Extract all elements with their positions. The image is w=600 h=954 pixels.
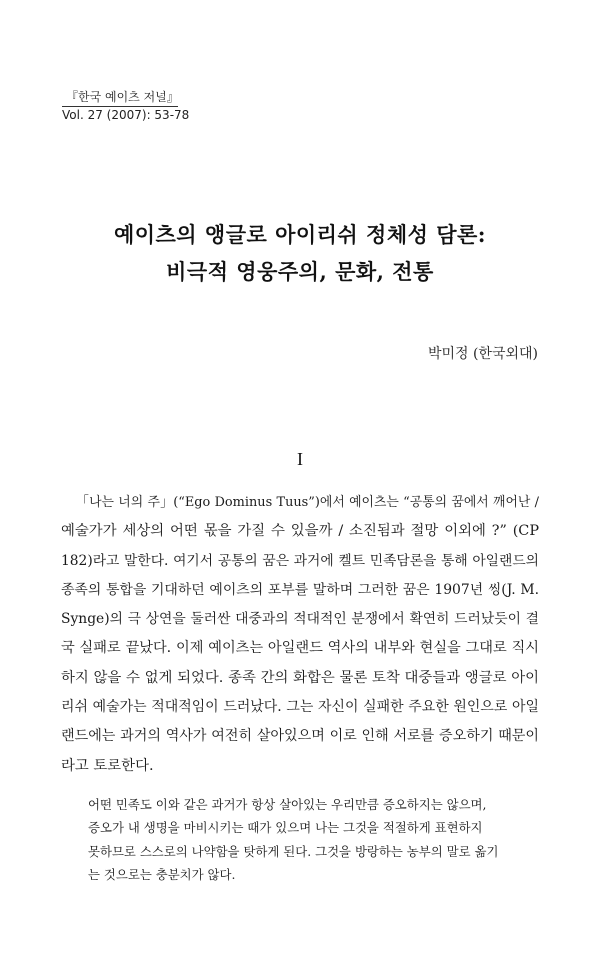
article-title-line-2: 비극적 영웅주의, 문화, 전통 [166, 259, 434, 284]
body-line: 리쉬 예술가는 적대적임이 드러났다. 그는 자신이 실패한 주요한 원인으로 아일 [61, 699, 539, 716]
block-quote [88, 793, 526, 886]
body-line: 랜드에는 과거의 역사가 여전히 살아있으며 이로 인해 서로를 증오하기 때문이 [61, 728, 539, 745]
author-byline: 박미정 (한국외대) [427, 346, 538, 362]
body-line: 하지 않을 수 없게 되었다. 종족 간의 화합은 물론 토착 대중들과 앵글로 아이 [61, 669, 539, 686]
quote-line: 못하므로 스스로의 나약함을 탓하게 된다. 그것을 방랑하는 농부의 말로 옮기 [88, 843, 499, 859]
body-line: 예술가가 세상의 어떤 몫을 가질 수 있을까 / 소진됨과 절망 이외에 ?” (CP [61, 523, 539, 540]
journal-header [62, 90, 190, 123]
journal-name: 『한국 예이츠 저널』 [66, 90, 179, 104]
body-line: 라고 토로한다. [61, 757, 154, 774]
journal-volume: Vol. 27 (2007): 53-78 [62, 108, 190, 122]
body-paragraph [61, 488, 539, 781]
body-line: 종족의 통합을 기대하던 예이츠의 포부를 말하며 그러한 꿈은 1907년 씽(J. M. [61, 581, 539, 598]
quote-line: 증오가 내 생명을 마비시키는 때가 있으며 나는 그것을 적절하게 표현하지 [88, 820, 483, 836]
body-line: 「나는 너의 주」(“Ego Dominus Tuus”)에서 예이츠는 “공통의 꿈에서 깨어난 / [76, 495, 539, 510]
body-line: 국 실패로 끝났다. 이제 예이츠는 아일랜드 역사의 내부와 현실을 그대로 직시 [61, 640, 539, 657]
quote-line: 는 것으로는 충분치가 않다. [88, 866, 236, 882]
body-line: 182)라고 말한다. 여기서 공통의 꿈은 과거에 켈트 민족담론을 통해 아일랜드의 [61, 552, 539, 569]
section-heading: I [297, 449, 303, 469]
article-title-line-1: 예이츠의 앵글로 아이리쉬 정체성 담론: [113, 222, 487, 247]
body-line: Synge)의 극 상연을 둘러싼 대중과의 적대적인 분쟁에서 확연히 드러났듯이 결 [61, 611, 539, 628]
quote-line: 어떤 민족도 이와 같은 과거가 항상 살아있는 우리만큼 증오하지는 않으며, [88, 797, 487, 812]
